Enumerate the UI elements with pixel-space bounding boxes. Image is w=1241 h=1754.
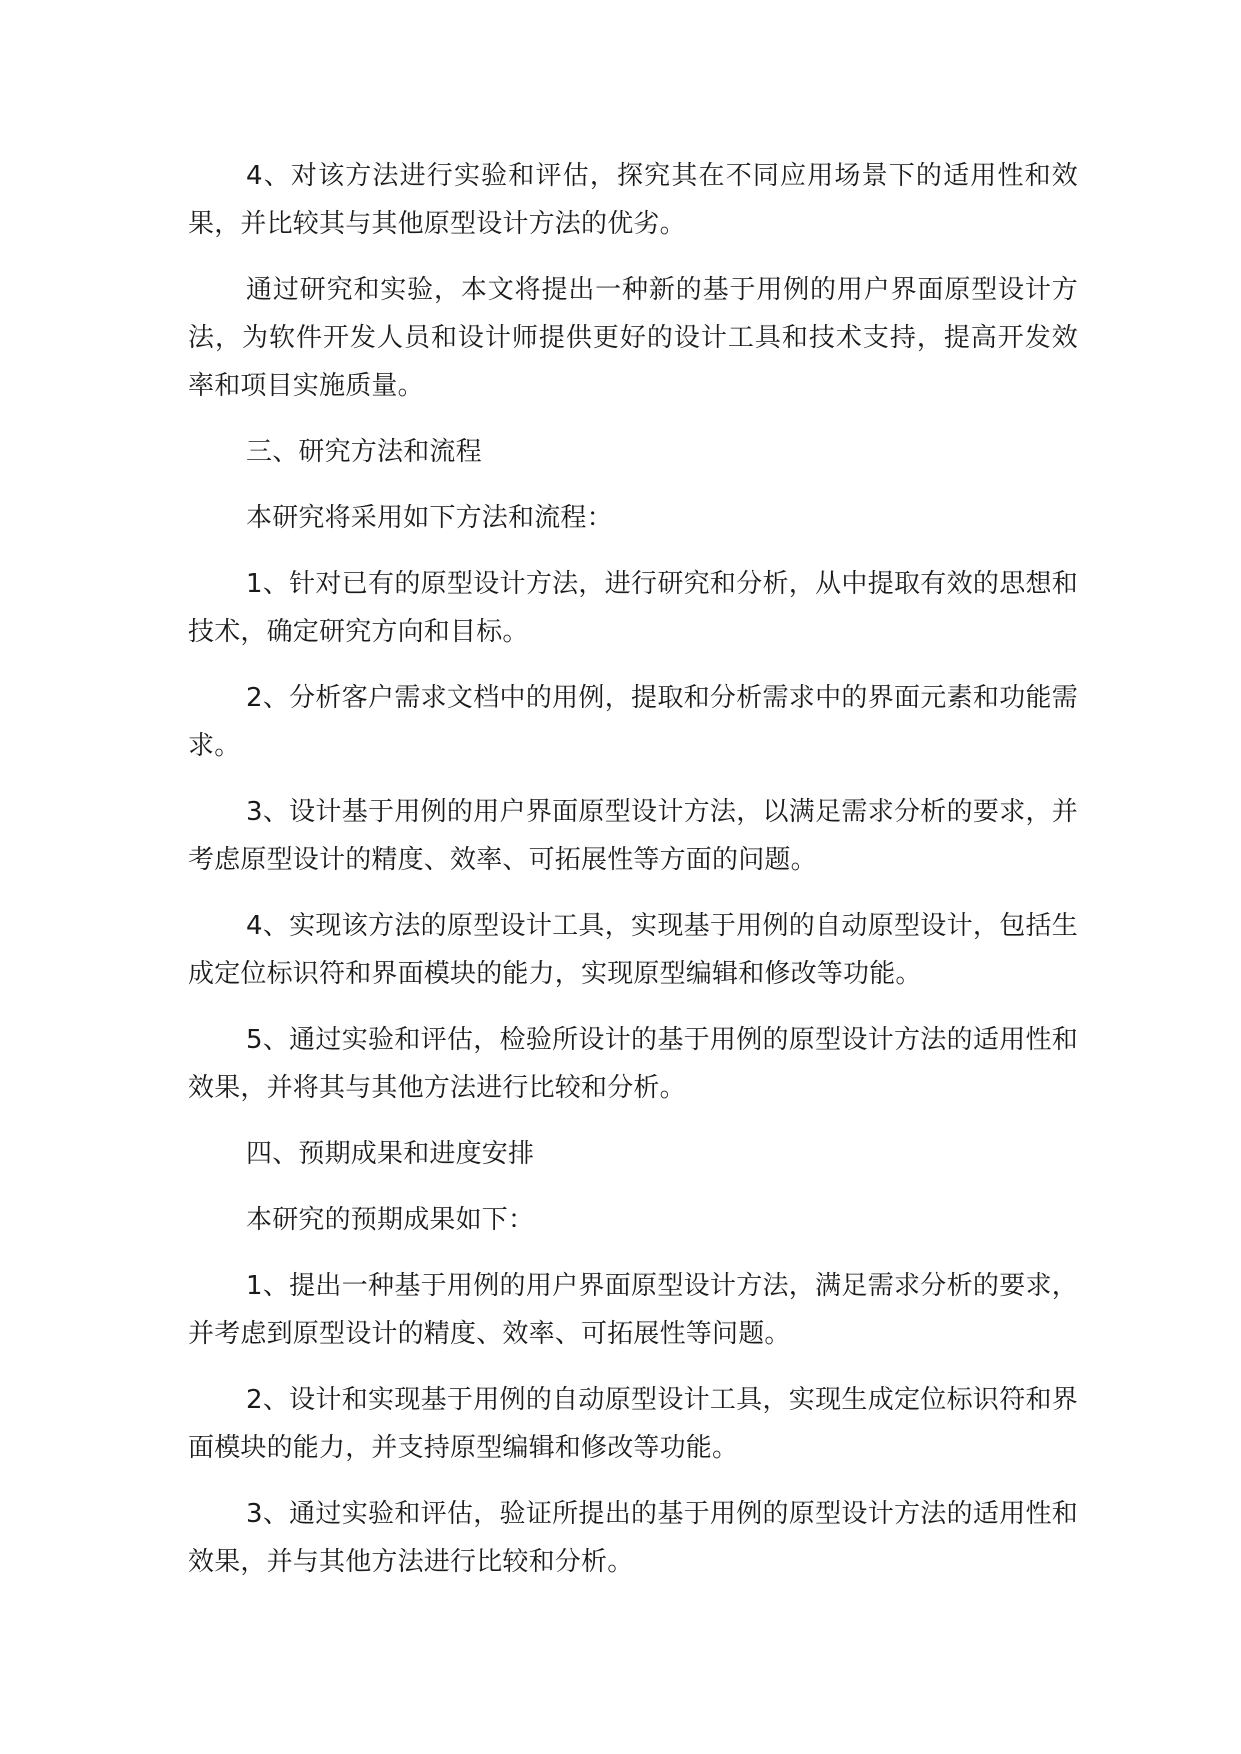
- paragraph-outcome-3: 3、通过实验和评估，验证所提出的基于用例的原型设计方法的适用性和效果，并与其他方法进行比较和分析。: [188, 1499, 1078, 1577]
- paragraph-outcomes-intro: 本研究的预期成果如下：: [246, 1205, 535, 1235]
- paragraph-item-4-evaluation: 4、对该方法进行实验和评估，探究其在不同应用场景下的适用性和效果，并比较其与其他原型设计方法的优劣。: [188, 161, 1078, 239]
- paragraph-methods-intro: 本研究将采用如下方法和流程：: [246, 503, 613, 533]
- paragraph-outcome-2: 2、设计和实现基于用例的自动原型设计工具，实现生成定位标识符和界面模块的能力，并支持原型编辑和修改等功能。: [188, 1385, 1078, 1463]
- paragraph-method-2: 2、分析客户需求文档中的用例，提取和分析需求中的界面元素和功能需求。: [188, 683, 1078, 761]
- paragraph-summary: 通过研究和实验，本文将提出一种新的基于用例的用户界面原型设计方法，为软件开发人员和设计师提供更好的设计工具和技术支持，提高开发效率和项目实施质量。: [188, 275, 1078, 401]
- paragraph-method-1: 1、针对已有的原型设计方法，进行研究和分析，从中提取有效的思想和技术，确定研究方向和目标。: [188, 569, 1078, 647]
- document-body: [188, 152, 1078, 1604]
- paragraph-outcome-1: 1、提出一种基于用例的用户界面原型设计方法，满足需求分析的要求，并考虑到原型设计的精度、效率、可拓展性等问题。: [188, 1271, 1078, 1349]
- paragraph-method-3: 3、设计基于用例的用户界面原型设计方法，以满足需求分析的要求，并考虑原型设计的精度、效率、可拓展性等方面的问题。: [188, 797, 1078, 875]
- section-heading-methods: 三、研究方法和流程: [246, 437, 482, 467]
- section-heading-outcomes: 四、预期成果和进度安排: [246, 1139, 535, 1169]
- paragraph-method-5: 5、通过实验和评估，检验所设计的基于用例的原型设计方法的适用性和效果，并将其与其他方法进行比较和分析。: [188, 1025, 1078, 1103]
- paragraph-method-4: 4、实现该方法的原型设计工具，实现基于用例的自动原型设计，包括生成定位标识符和界面模块的能力，实现原型编辑和修改等功能。: [188, 911, 1078, 989]
